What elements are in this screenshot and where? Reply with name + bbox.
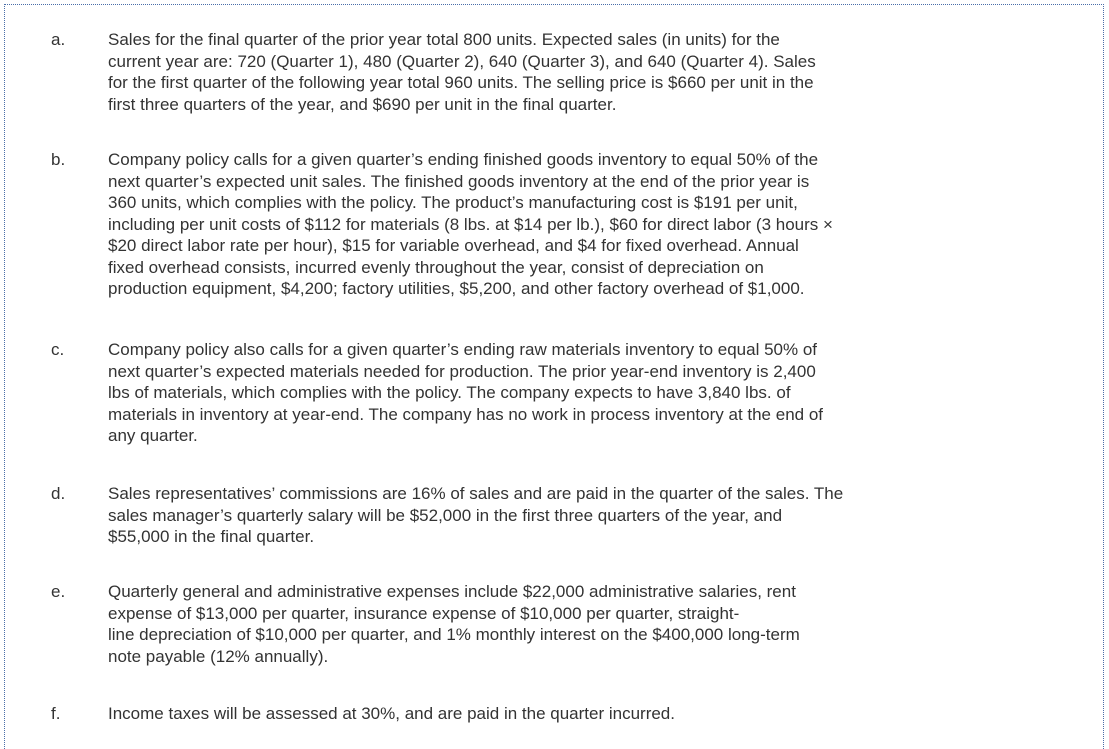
text-line: 360 units, which complies with the policy. The product’s manufacturing cost is $191 per unit, xyxy=(108,193,798,212)
item-text xyxy=(108,149,958,300)
text-line: lbs of materials, which complies with the policy. The company expects to have 3,840 lbs. of xyxy=(108,383,791,402)
text-line: note payable (12% annually). xyxy=(108,646,329,666)
text-line: $55,000 in the final quarter. xyxy=(108,527,315,546)
text-line: next quarter’s expected unit sales. The finished goods inventory at the end of the prior year is xyxy=(108,171,810,191)
text-line: any quarter. xyxy=(108,426,198,445)
text-line: Quarterly general and administrative expenses include $22,000 administrative salaries, rent xyxy=(108,582,796,601)
item-text xyxy=(108,703,958,725)
text-line: Income taxes will be assessed at 30%, and are paid in the quarter incurred. xyxy=(108,704,675,723)
text-line: including per unit costs of $112 for materials (8 lbs. at $14 per lb.), $60 for direct labor (3 hours × xyxy=(108,214,833,234)
text-line: $20 direct labor rate per hour), $15 for variable overhead, and $4 for fixed overhead. Annual xyxy=(108,236,799,255)
item-letter: a. xyxy=(51,30,66,49)
text-line: Company policy also calls for a given quarter’s ending raw materials inventory to equal 50% of xyxy=(108,340,818,359)
text-line: materials in inventory at year-end. The company has no work in process inventory at the end of xyxy=(108,404,824,424)
item-text xyxy=(108,339,958,447)
item-text xyxy=(108,581,958,667)
text-line: line depreciation of $10,000 per quarter, and 1% monthly interest on the $400,000 long-term xyxy=(108,625,800,644)
text-line: expense of $13,000 per quarter, insurance expense of $10,000 per quarter, straight- xyxy=(108,603,740,623)
text-line: Company policy calls for a given quarter’s ending finished goods inventory to equal 50% of the xyxy=(108,150,819,169)
item-letter: e. xyxy=(51,582,66,601)
text-line: sales manager’s quarterly salary will be $52,000 in the first three quarters of the year, and xyxy=(108,505,783,525)
text-line: current year are: 720 (Quarter 1), 480 (Quarter 2), 640 (Quarter 3), and 640 (Quarter 4). Sales xyxy=(108,51,816,71)
text-line: Sales for the final quarter of the prior year total 800 units. Expected sales (in units) for the xyxy=(108,30,780,49)
text-line: for the first quarter of the following year total 960 units. The selling price is $660 per unit in the xyxy=(108,73,814,92)
text-line: first three quarters of the year, and $690 per unit in the final quarter. xyxy=(108,94,617,114)
item-letter: b. xyxy=(51,150,66,169)
text-line: next quarter’s expected materials needed for production. The prior year-end inventory is 2,400 xyxy=(108,361,816,381)
text-line: fixed overhead consists, incurred evenly throughout the year, consist of depreciation on xyxy=(108,257,764,277)
text-line: production equipment, $4,200; factory utilities, $5,200, and other factory overhead of $1,000. xyxy=(108,279,805,298)
item-letter: d. xyxy=(51,484,66,503)
text-line: Sales representatives’ commissions are 16% of sales and are paid in the quarter of the sales. The xyxy=(108,484,844,503)
document-frame xyxy=(4,4,1104,749)
item-letter: f. xyxy=(51,704,61,723)
item-letter: c. xyxy=(51,340,65,359)
item-text xyxy=(108,483,958,548)
item-text xyxy=(108,29,958,115)
